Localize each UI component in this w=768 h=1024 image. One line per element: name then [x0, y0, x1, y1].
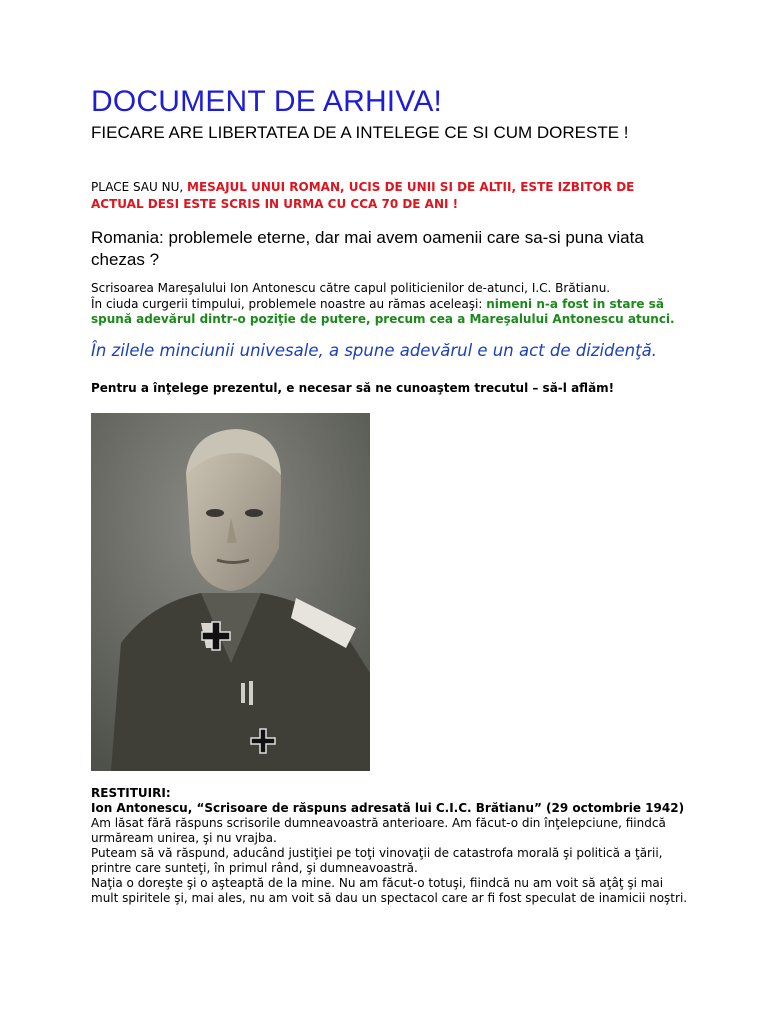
- intro-paragraph: [91, 179, 691, 213]
- bold-statement: Pentru a înţelege prezentul, e necesar să ne cunoaştem trecutul – să-l aflăm!: [91, 381, 615, 395]
- document-subtitle: FIECARE ARE LIBERTATEA DE A INTELEGE CE SI CUM DORESTE !: [91, 123, 629, 142]
- letter-green-text: nimeni n-a fost in stare să spună adevărul dintr-o poziţie de putere, precum cea a Mareşalului Antonescu atunci.: [91, 296, 675, 326]
- question-heading: Romania: problemele eterne, dar mai avem oamenii care sa-si puna viata chezas ?: [91, 228, 644, 269]
- portrait-photo: [91, 413, 370, 771]
- paragraph: Am lăsat fără răspuns scrisorile dumneavoastră anterioare. Am făcut-o din înţelepciune, fiindcă urmăream unirea, şi nu vrajba.: [91, 816, 666, 845]
- paragraph: Puteam să vă răspund, aducând justiţiei pe toţi vinovaţii de catastrofa morală şi politică a ţării, printre care sunteţi, în primul rând, şi dumneavoastră.: [91, 846, 663, 875]
- paragraph: Naţia o doreşte şi o aşteaptă de la mine. Nu am făcut-o totuşi, fiindcă nu am voit să aţâţ şi mai mult spiritele şi, mai ales, nu am voit să dau un spectacol care ar fi fost speculat de inamicii noştri.: [91, 876, 688, 905]
- letter-intro-line: Scrisoarea Mareşalului Ion Antonescu către capul politicienilor de-atunci, I.C. Brătianu.: [91, 281, 611, 295]
- portrait-illustration: [91, 413, 370, 771]
- restituiri-heading: RESTITUIRI:: [91, 786, 171, 800]
- document-title: DOCUMENT DE ARHIVA!: [91, 85, 443, 118]
- intro-highlight: MESAJUL UNUI ROMAN, UCIS DE UNII SI DE ALTII, ESTE IZBITOR DE ACTUAL DESI ESTE SCRIS IN URMA CU CCA 70 DE ANI !: [91, 180, 635, 211]
- italic-quote: În zilele minciunii univesale, a spune adevărul e un act de dizidenţă.: [91, 341, 657, 360]
- letter-line-two: În ciuda curgerii timpului, problemele noastre au rămas aceleaşi:: [91, 296, 487, 311]
- letter-intro: [91, 281, 691, 328]
- intro-prefix: PLACE SAU NU,: [91, 180, 188, 194]
- restituiri-section: [91, 786, 691, 906]
- restituiri-title: Ion Antonescu, “Scrisoare de răspuns adresată lui C.I.C. Brătianu” (29 octombrie 1942): [91, 801, 685, 815]
